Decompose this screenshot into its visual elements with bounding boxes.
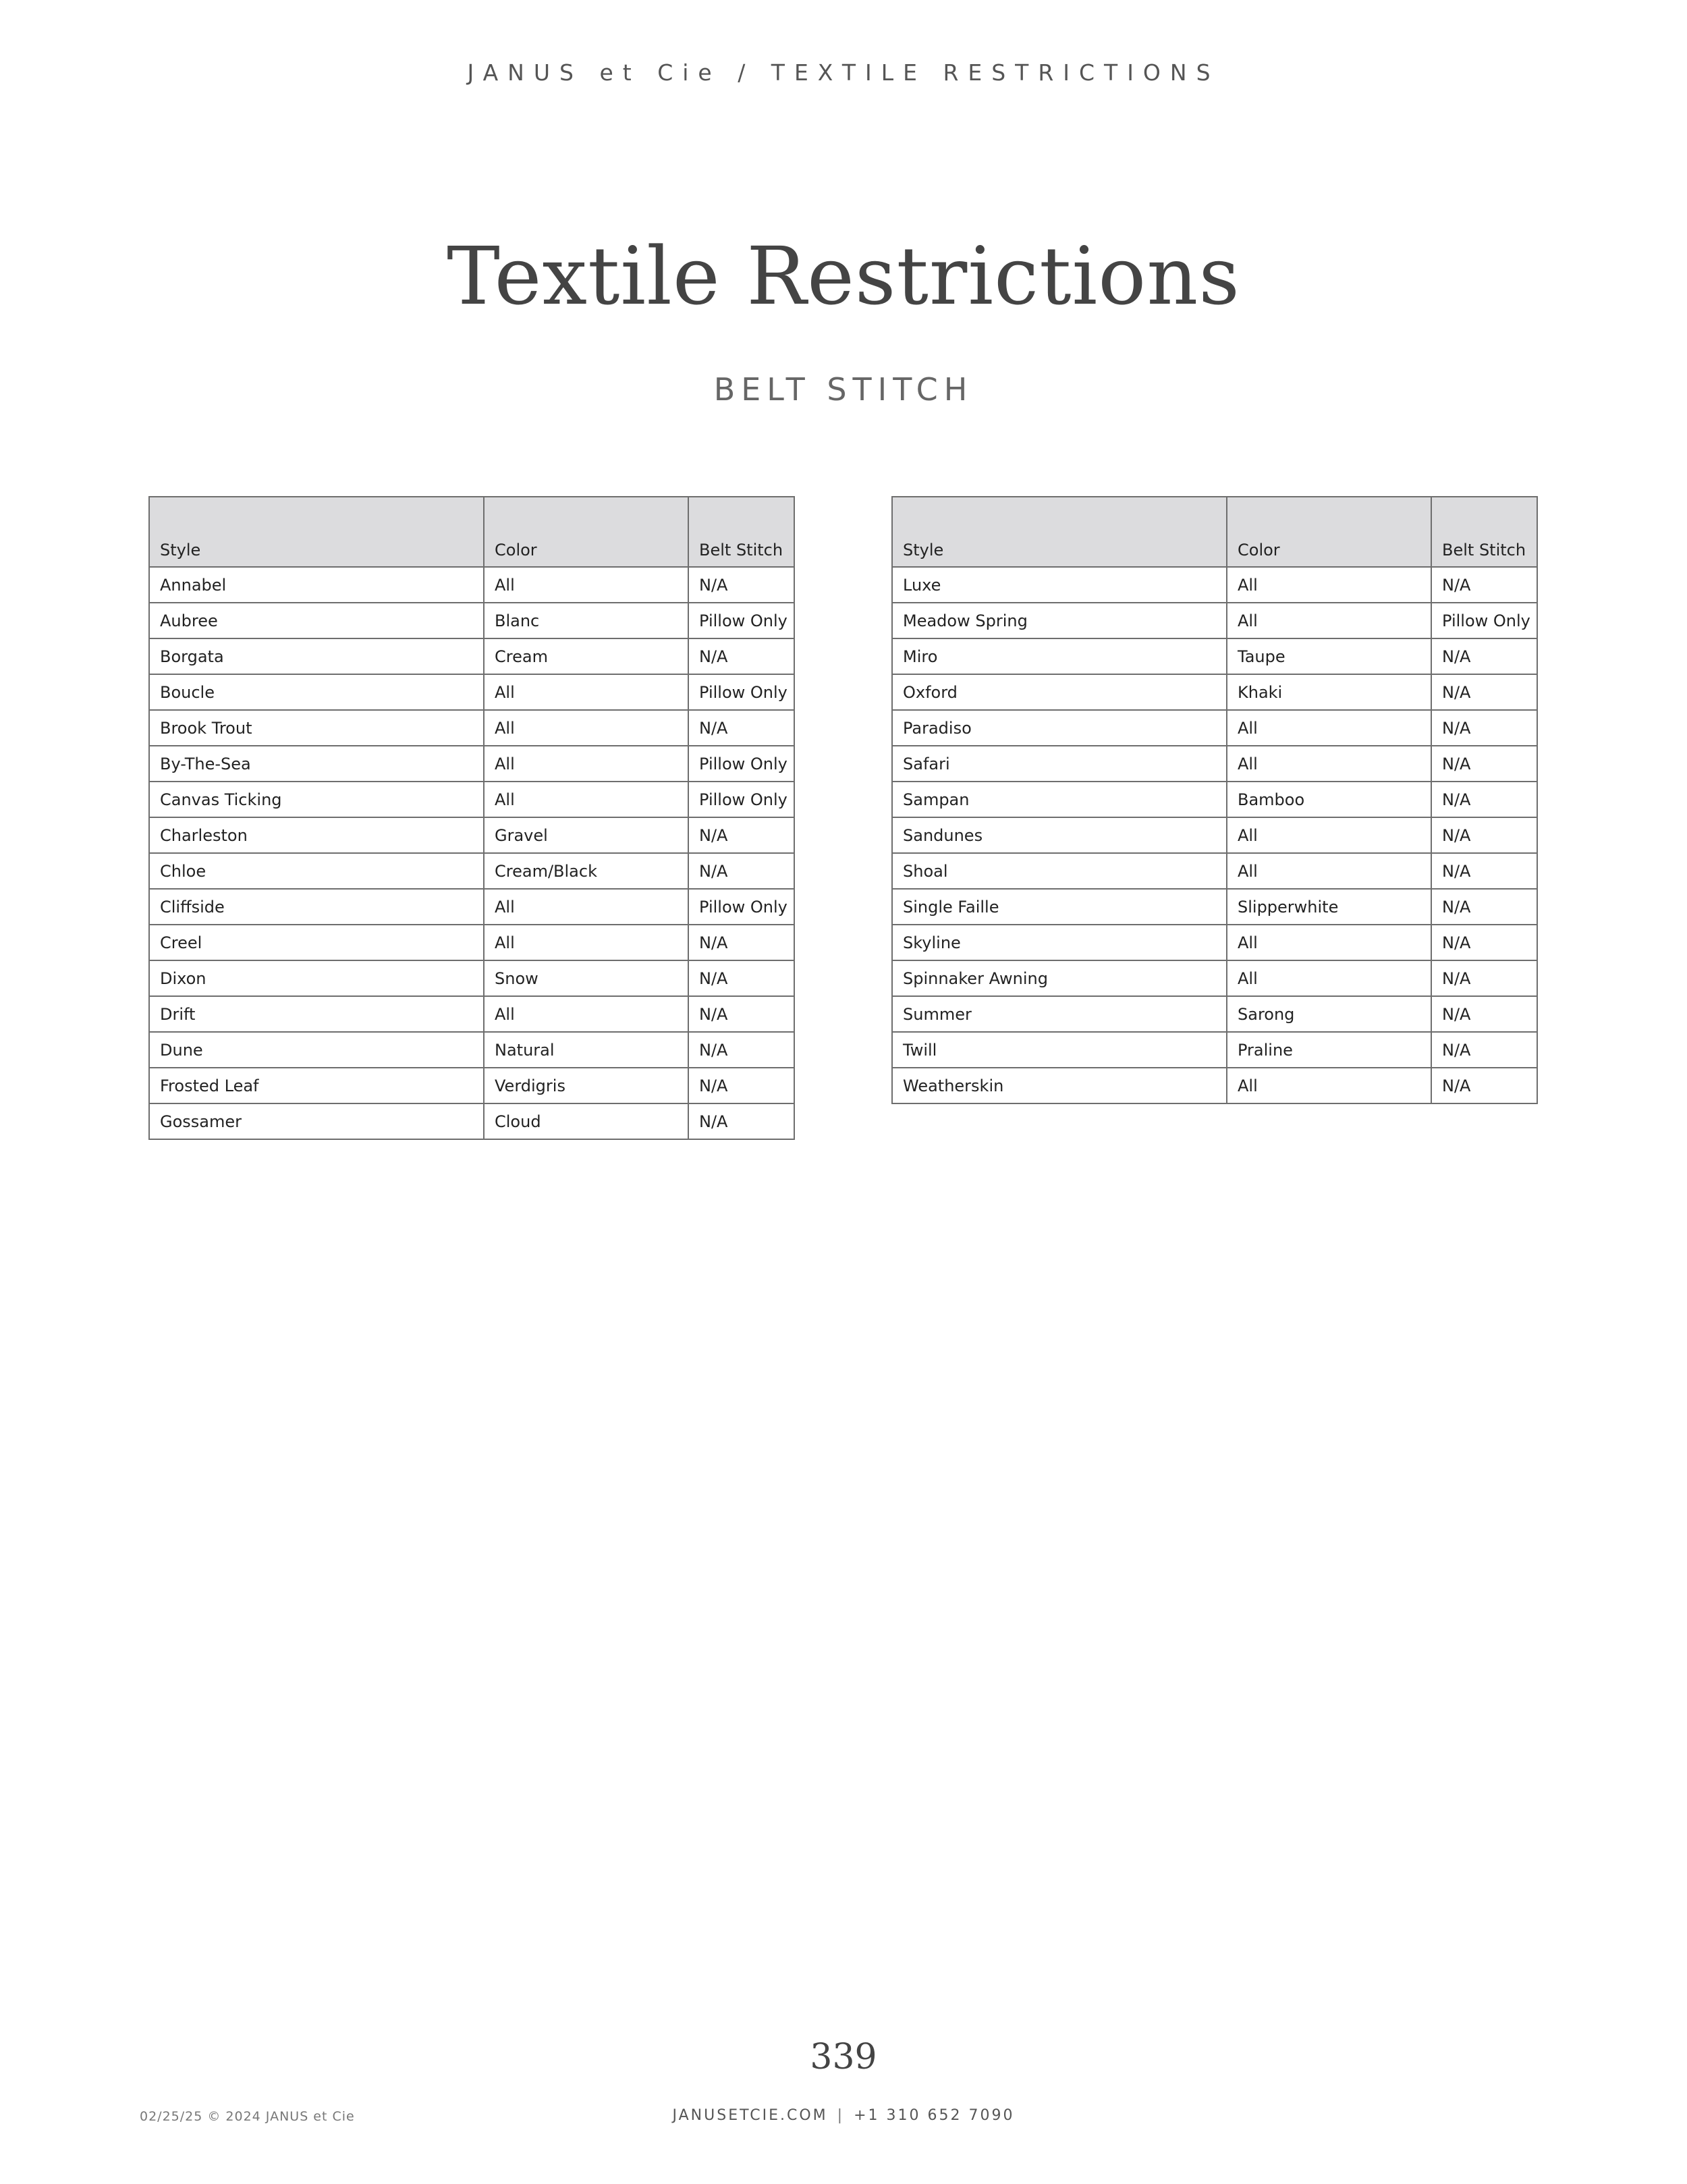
- table-row: [149, 603, 794, 638]
- cell-color: All: [484, 889, 688, 925]
- cell-style: Shoal: [892, 853, 1227, 889]
- cell-color: All: [1227, 567, 1431, 603]
- cell-color: All: [484, 925, 688, 960]
- cell-color: All: [484, 710, 688, 746]
- footer-website: JANUSETCIE.COM: [672, 2107, 828, 2124]
- page-title: Textile Restrictions: [447, 229, 1240, 323]
- table-row: [149, 960, 794, 996]
- cell-style: Charleston: [149, 817, 484, 853]
- cell-belt-stitch: N/A: [688, 638, 794, 674]
- cell-style: Miro: [892, 638, 1227, 674]
- cell-belt-stitch: N/A: [688, 853, 794, 889]
- cell-belt-stitch: N/A: [688, 1103, 794, 1139]
- cell-style: Twill: [892, 1032, 1227, 1068]
- cell-belt-stitch: N/A: [1431, 889, 1537, 925]
- cell-color: All: [484, 567, 688, 603]
- cell-style: Gossamer: [149, 1103, 484, 1139]
- cell-style: Paradiso: [892, 710, 1227, 746]
- table-row: [149, 638, 794, 674]
- cell-color: All: [484, 674, 688, 710]
- cell-style: Sampan: [892, 782, 1227, 817]
- cell-belt-stitch: N/A: [1431, 638, 1537, 674]
- cell-color: All: [1227, 817, 1431, 853]
- cell-belt-stitch: N/A: [688, 817, 794, 853]
- cell-belt-stitch: N/A: [1431, 674, 1537, 710]
- section-subtitle: BELT STITCH: [713, 371, 974, 408]
- cell-belt-stitch: N/A: [688, 1032, 794, 1068]
- table-row: [149, 925, 794, 960]
- table-row: [149, 674, 794, 710]
- cell-style: Aubree: [149, 603, 484, 638]
- cell-belt-stitch: N/A: [1431, 960, 1537, 996]
- table-row: [149, 567, 794, 603]
- table-header-row: [149, 497, 794, 567]
- table-row: [892, 853, 1537, 889]
- table-row: [892, 889, 1537, 925]
- table-row: [892, 674, 1537, 710]
- table-row: [892, 960, 1537, 996]
- table-row: [149, 1068, 794, 1103]
- cell-belt-stitch: N/A: [1431, 1068, 1537, 1103]
- column-header-color: Color: [1227, 497, 1431, 567]
- cell-style: Drift: [149, 996, 484, 1032]
- cell-belt-stitch: N/A: [1431, 996, 1537, 1032]
- cell-style: By-The-Sea: [149, 746, 484, 782]
- cell-belt-stitch: N/A: [688, 567, 794, 603]
- cell-belt-stitch: Pillow Only: [688, 782, 794, 817]
- cell-color: Natural: [484, 1032, 688, 1068]
- cell-color: Cloud: [484, 1103, 688, 1139]
- table-row: [149, 710, 794, 746]
- cell-style: Cliffside: [149, 889, 484, 925]
- right-restrictions-table: [891, 496, 1538, 1104]
- cell-belt-stitch: N/A: [1431, 746, 1537, 782]
- cell-style: Safari: [892, 746, 1227, 782]
- cell-style: Meadow Spring: [892, 603, 1227, 638]
- table-row: [892, 782, 1537, 817]
- cell-style: Dune: [149, 1032, 484, 1068]
- table-row: [892, 567, 1537, 603]
- cell-color: Gravel: [484, 817, 688, 853]
- cell-style: Luxe: [892, 567, 1227, 603]
- footer-separator: |: [837, 2107, 845, 2124]
- cell-style: Dixon: [149, 960, 484, 996]
- cell-belt-stitch: N/A: [1431, 567, 1537, 603]
- cell-belt-stitch: N/A: [688, 960, 794, 996]
- table-row: [892, 603, 1537, 638]
- cell-style: Sandunes: [892, 817, 1227, 853]
- column-header-style: Style: [892, 497, 1227, 567]
- cell-color: All: [484, 782, 688, 817]
- cell-belt-stitch: N/A: [688, 1068, 794, 1103]
- cell-color: All: [1227, 853, 1431, 889]
- cell-belt-stitch: N/A: [1431, 1032, 1537, 1068]
- cell-belt-stitch: Pillow Only: [688, 603, 794, 638]
- cell-color: Sarong: [1227, 996, 1431, 1032]
- table-row: [892, 996, 1537, 1032]
- table-row: [892, 1032, 1537, 1068]
- table-header-row: [892, 497, 1537, 567]
- cell-belt-stitch: N/A: [688, 710, 794, 746]
- cell-color: Verdigris: [484, 1068, 688, 1103]
- footer-contact: [0, 2107, 1687, 2124]
- cell-color: Khaki: [1227, 674, 1431, 710]
- cell-style: Brook Trout: [149, 710, 484, 746]
- cell-color: Cream: [484, 638, 688, 674]
- cell-style: Spinnaker Awning: [892, 960, 1227, 996]
- cell-color: All: [1227, 1068, 1431, 1103]
- cell-style: Oxford: [892, 674, 1227, 710]
- table-row: [149, 746, 794, 782]
- table-row: [892, 925, 1537, 960]
- cell-color: All: [484, 996, 688, 1032]
- cell-style: Chloe: [149, 853, 484, 889]
- cell-color: All: [1227, 746, 1431, 782]
- left-restrictions-table: [148, 496, 795, 1140]
- cell-color: All: [484, 746, 688, 782]
- cell-color: All: [1227, 710, 1431, 746]
- cell-style: Summer: [892, 996, 1227, 1032]
- cell-belt-stitch: N/A: [1431, 710, 1537, 746]
- table-row: [892, 817, 1537, 853]
- cell-belt-stitch: Pillow Only: [688, 746, 794, 782]
- column-header-belt-stitch: Belt Stitch: [688, 497, 794, 567]
- table-row: [892, 638, 1537, 674]
- table-row: [149, 1032, 794, 1068]
- left-table-body: [149, 567, 794, 1139]
- table-row: [149, 817, 794, 853]
- table-row: [892, 710, 1537, 746]
- cell-belt-stitch: N/A: [1431, 853, 1537, 889]
- cell-belt-stitch: N/A: [688, 925, 794, 960]
- cell-belt-stitch: N/A: [1431, 782, 1537, 817]
- table-row: [149, 782, 794, 817]
- cell-style: Boucle: [149, 674, 484, 710]
- cell-belt-stitch: N/A: [1431, 925, 1537, 960]
- footer-date-copyright: 02/25/25 © 2024 JANUS et Cie: [140, 2109, 355, 2124]
- cell-belt-stitch: N/A: [1431, 817, 1537, 853]
- right-table-body: [892, 567, 1537, 1103]
- cell-color: All: [1227, 960, 1431, 996]
- table-row: [149, 1103, 794, 1139]
- cell-color: Slipperwhite: [1227, 889, 1431, 925]
- page-number: 339: [810, 2037, 877, 2077]
- table-row: [149, 889, 794, 925]
- cell-color: Bamboo: [1227, 782, 1431, 817]
- cell-color: All: [1227, 925, 1431, 960]
- cell-style: Annabel: [149, 567, 484, 603]
- column-header-belt-stitch: Belt Stitch: [1431, 497, 1537, 567]
- cell-color: Blanc: [484, 603, 688, 638]
- cell-color: All: [1227, 603, 1431, 638]
- table-row: [149, 996, 794, 1032]
- footer-phone: +1 310 652 7090: [854, 2107, 1015, 2124]
- cell-style: Single Faille: [892, 889, 1227, 925]
- cell-color: Praline: [1227, 1032, 1431, 1068]
- cell-color: Cream/Black: [484, 853, 688, 889]
- cell-style: Skyline: [892, 925, 1227, 960]
- cell-belt-stitch: Pillow Only: [688, 889, 794, 925]
- cell-color: Snow: [484, 960, 688, 996]
- column-header-color: Color: [484, 497, 688, 567]
- column-header-style: Style: [149, 497, 484, 567]
- cell-style: Creel: [149, 925, 484, 960]
- cell-belt-stitch: Pillow Only: [688, 674, 794, 710]
- cell-color: Taupe: [1227, 638, 1431, 674]
- table-row: [892, 746, 1537, 782]
- cell-style: Frosted Leaf: [149, 1068, 484, 1103]
- table-row: [149, 853, 794, 889]
- cell-belt-stitch: Pillow Only: [1431, 603, 1537, 638]
- cell-style: Borgata: [149, 638, 484, 674]
- table-row: [892, 1068, 1537, 1103]
- cell-belt-stitch: N/A: [688, 996, 794, 1032]
- cell-style: Weatherskin: [892, 1068, 1227, 1103]
- cell-style: Canvas Ticking: [149, 782, 484, 817]
- running-header: JANUS et Cie / TEXTILE RESTRICTIONS: [467, 59, 1220, 86]
